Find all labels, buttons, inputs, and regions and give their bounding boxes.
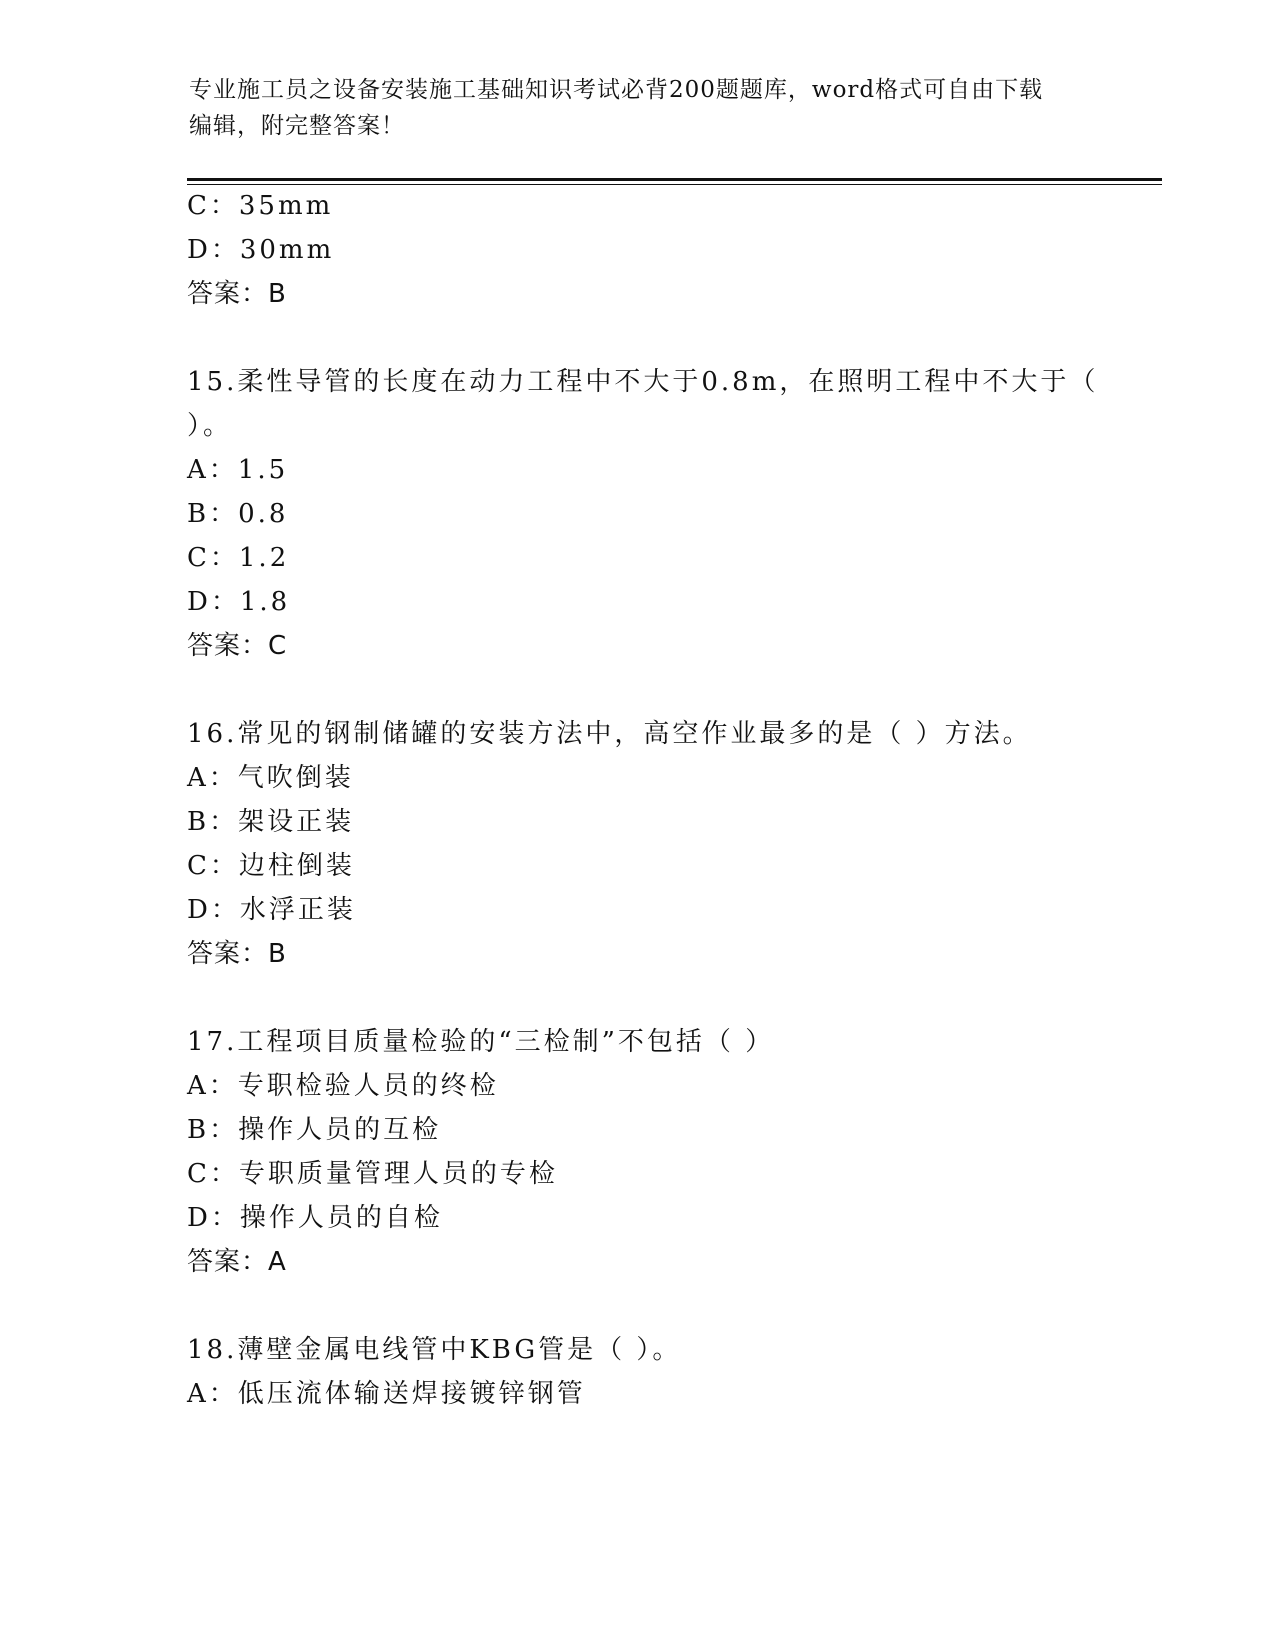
q17-stem: 17.工程项目质量检验的“三检制”不包括（ ） [187, 1027, 775, 1057]
q15-option-a: A：1.5 [187, 455, 289, 485]
q15-stem-line-1: 15.柔性导管的长度在动力工程中不大于0.8m，在照明工程中不大于（ [187, 367, 1099, 397]
q15-option-d: D：1.8 [187, 587, 291, 617]
q18-option-a: A：低压流体输送焊接镀锌钢管 [187, 1379, 586, 1409]
header-line-1: 专业施工员之设备安装施工基础知识考试必背200题题库，word格式可自由下载 [189, 77, 1044, 103]
q18-stem: 18.薄壁金属电线管中KBG管是（ ）。 [187, 1335, 682, 1365]
q17-option-d: D：操作人员的自检 [187, 1203, 443, 1233]
q17-option-c: C：专职质量管理人员的专检 [187, 1159, 558, 1189]
q17-option-b: B：操作人员的互检 [187, 1115, 442, 1145]
q16-answer: 答案：B [187, 939, 287, 969]
q15-option-c: C：1.2 [187, 543, 290, 573]
q16-option-b: B：架设正装 [187, 807, 355, 837]
document-header [189, 72, 1089, 144]
q17-option-a: A：专职检验人员的终检 [187, 1071, 499, 1101]
header-divider-thick [187, 178, 1162, 181]
q16-option-d: D：水浮正装 [187, 895, 356, 925]
q15-answer: 答案：C [187, 631, 288, 661]
q17-answer: 答案：A [187, 1247, 287, 1277]
q15-stem-line-2: ）。 [187, 411, 233, 441]
q16-option-c: C：边柱倒装 [187, 851, 355, 881]
prev-answer: 答案：B [187, 279, 287, 309]
q15-option-b: B：0.8 [187, 499, 289, 529]
q16-stem: 16.常见的钢制储罐的安装方法中，高空作业最多的是（ ）方法。 [187, 719, 1032, 749]
prev-option-d: D：30mm [187, 235, 335, 265]
header-divider-thin [187, 184, 1162, 185]
q16-option-a: A：气吹倒装 [187, 763, 354, 793]
prev-option-c: C：35mm [187, 191, 334, 221]
header-line-2: 编辑，附完整答案！ [189, 113, 405, 139]
